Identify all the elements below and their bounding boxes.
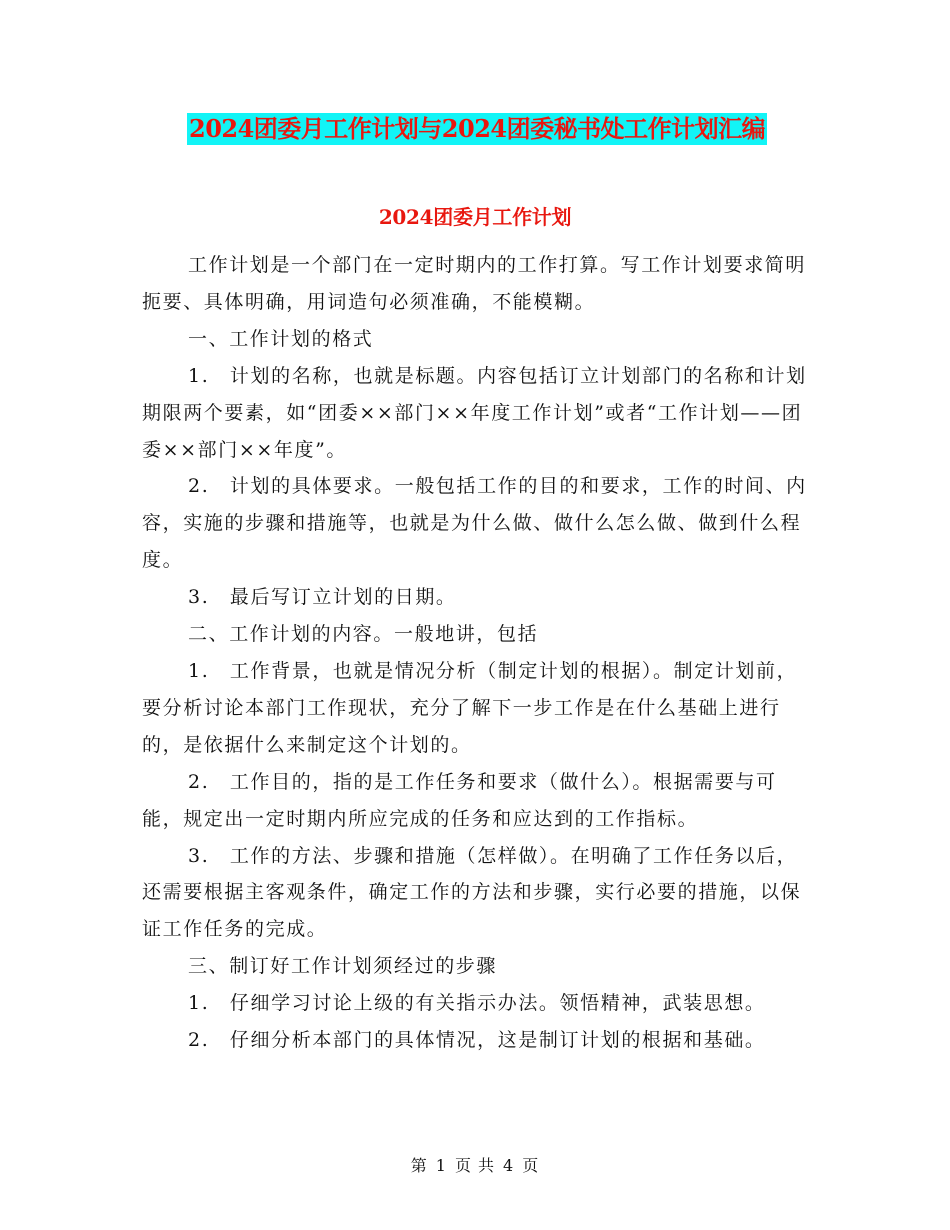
footer-middle: 页 共 (454, 1156, 496, 1175)
paragraph: 二、工作计划的内容。一般地讲，包括 (188, 623, 539, 646)
paragraph: 2. 仔细分析本部门的具体情况，这是制订计划的根据和基础。 (188, 1029, 766, 1052)
paragraph: 一、工作计划的格式 (188, 327, 374, 350)
page-number: 1 (435, 1156, 447, 1175)
paragraph: 3. 工作的方法、步骤和措施（怎样做）。在明确了工作任务以后，还需要根据主客观条件，确定工作的方法和步骤，实行必要的措施，以保证工作任务的完成。 (142, 844, 802, 941)
paragraph: 工作计划是一个部门在一定时期内的工作打算。写工作计划要求简明扼要、具体明确，用词造句必须准确，不能模糊。 (142, 254, 807, 313)
page-footer (0, 1154, 950, 1178)
paragraph: 2. 工作目的，指的是工作任务和要求（做什么）。根据需要与可能，规定出一定时期内所应完成的任务和应达到的工作指标。 (142, 770, 777, 830)
footer-prefix: 第 (410, 1156, 428, 1175)
section-title: 2024团委月工作计划 (378, 205, 572, 229)
paragraph: 1. 工作背景，也就是情况分析（制定计划的根据）。制定计划前，要分析讨论本部门工作现状，充分了解下一步工作是在什么基础上进行的，是依据什么来制定这个计划的。 (142, 659, 798, 756)
paragraph: 三、制订好工作计划须经过的步骤 (188, 955, 498, 978)
paragraph: 2. 计划的具体要求。一般包括工作的目的和要求，工作的时间、内容，实施的步骤和措施等，也就是为什么做、做什么怎么做、做到什么程度。 (142, 475, 807, 572)
paragraph: 1. 仔细学习讨论上级的有关指示办法。领悟精神，武装思想。 (188, 992, 766, 1015)
document-body (142, 247, 812, 1059)
paragraph: 3. 最后写订立计划的日期。 (188, 586, 457, 609)
footer-suffix: 页 (522, 1156, 540, 1175)
paragraph: 1. 计划的名称，也就是标题。内容包括订立计划部门的名称和计划期限两个要素，如“团委××部门××年度工作计划”或者“工作计划——团委××部门××年度”。 (142, 364, 807, 461)
document-main-title: 2024团委月工作计划与2024团委秘书处工作计划汇编 (189, 114, 766, 143)
page-total: 4 (503, 1156, 515, 1175)
